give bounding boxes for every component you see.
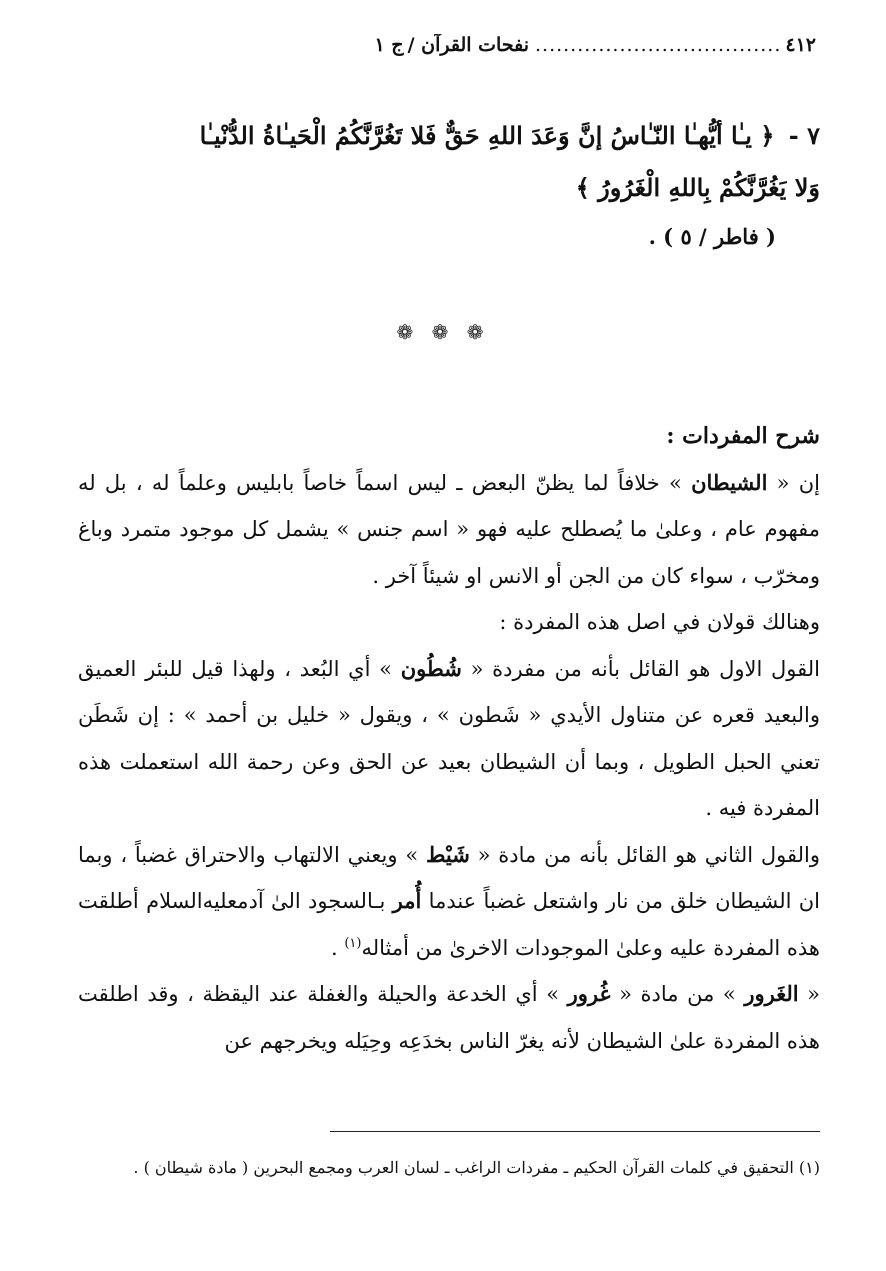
verse-line-1 [80,110,820,162]
verse-text-line-2: وَلا يَغُرَّنَّكُمْ بِاللهِ الْغَرُورُ [598,173,820,202]
paragraph-2: وهنالك قولان في اصل هذه المفردة : [499,610,820,634]
p5-text-b: » من مادة « [610,982,745,1006]
volume-label: ج ١ [374,34,404,56]
p4-text-c: بـالسجود الىٰ آدمعليه‌السلام أطلقت هذه المفردة عليه وعلىٰ الموجودات الاخرىٰ من أمثاله [78,889,820,960]
verse-text-line-1: يـٰا أيُّهـٰا النّـٰاسُ إنَّ وَعَدَ اللهِ حَقٌّ فَلا تَغُرَّنَّكُمُ الْحَيـٰاةُ الدُّنْيـٰا [199,121,752,150]
term-shaitan: الشيطان [691,469,768,495]
paragraph-5 [78,971,820,1064]
paragraph-3 [78,646,820,832]
p4-text-b: » ويعني الالتهاب والاحتراق غضباً ، وبما ان الشيطان خلق من نار واشتعل غضباً عندما [78,842,821,913]
footnote: (١) التحقيق في كلمات القرآن الحكيم ـ مفردات الراغب ـ لسان العرب ومجمع البحرين ( مادة شيطان ) . [133,1158,820,1177]
verse-number: ٧ - [788,121,820,150]
term-ghurur: غُرور [567,981,611,1006]
term-shayt: شَيْط [425,841,470,867]
section-heading: شرح المفردات : [666,423,820,449]
verse-line-2 [80,162,820,214]
p3-text-a: القول الاول هو القائل بأنه من مفردة « [461,656,820,681]
quran-verse [80,110,820,214]
paragraph-1 [78,460,820,600]
main-text [78,413,820,1064]
term-umir: أُمر [392,888,422,913]
paragraph-4 [78,832,820,972]
p5-text-c: » أي الخدعة والحيلة والغفلة عند اليقظة ، وقد اطلقت هذه المفردة علىٰ الشيطان لأنه يغرّ الناس بخدَعِه وحِيَله ويخرجهم عن [78,982,820,1053]
header-dots: ................................... [534,34,782,56]
verse-source: ( فاطر / ٥ ) . [648,224,776,249]
p1-text-a: إن « [767,470,820,495]
book-title: نفحات القرآن / [407,34,529,56]
term-gharur: الغَرور [744,981,799,1006]
p3-text-b: » أي البُعد ، ولهذا قيل للبئر العميق والبعيد قعره عن متناول الأيدي « شَطون » ، ويقول « خليل بن أحمد » : إن شَطَن تعني الحبل الطويل ، وبما أن الشيطان بعيد عن الحق وعن رحمة الله استعملت هذه المفردة فيه . [78,656,820,820]
p4-text-a: والقول الثاني هو القائل بأنه من مادة « [469,842,820,867]
footnote-divider [330,1131,820,1132]
footnote-marker: (١) [344,935,362,951]
p1-text-b: » خلافاً لما يظنّ البعض ـ ليس اسماً خاصاً بابليس وعلماً له ، بل له مفهوم عام ، وعلىٰ ما يُصطلح عليه فهو « اسم جنس » يشمل كل موجود متمرد وباغ ومخرّب ، سواء كان من الجن أو الانس او شيئاً آخر . [78,470,820,588]
verse-close-bracket: ﴾ [575,173,590,202]
term-shutun: شُطُون [400,655,462,681]
page-number: ٤١٢ [785,34,816,56]
section-separator: ❁ ❁ ❁ [396,320,490,344]
p4-text-end: . [330,935,345,960]
verse-open-bracket: ﴿ [760,121,775,150]
p5-text-a: « [798,982,821,1006]
running-header [76,34,816,74]
